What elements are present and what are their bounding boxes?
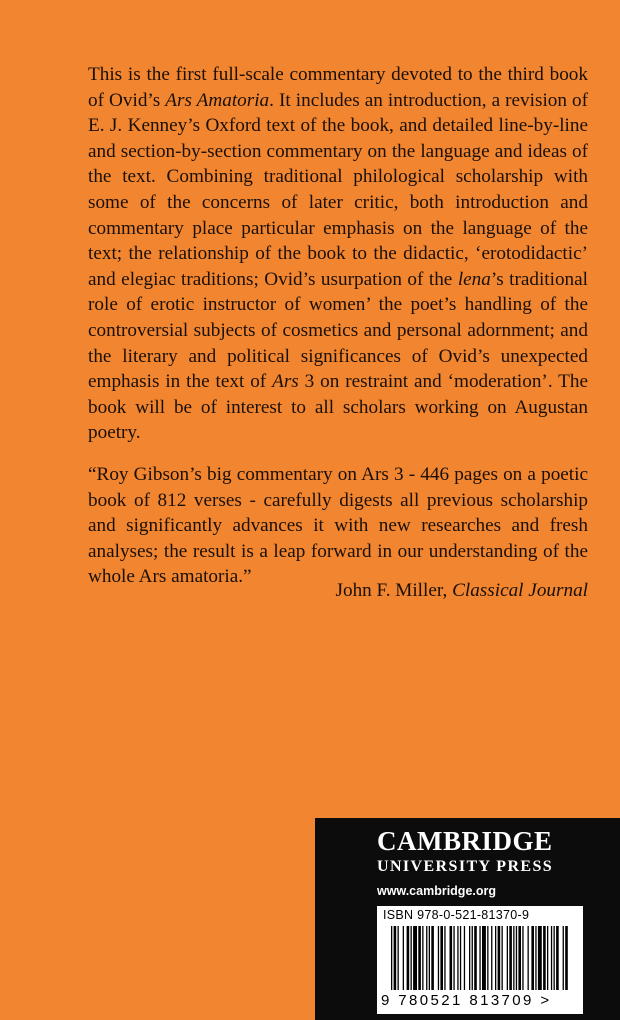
- barcode-bar: [464, 926, 465, 990]
- barcode-bar: [403, 926, 404, 990]
- barcode-bar: [469, 926, 470, 990]
- barcode-bar: [438, 926, 439, 990]
- barcode-bar: [565, 926, 568, 990]
- barcode-bar: [474, 926, 477, 990]
- barcode-bar: [482, 926, 486, 990]
- barcode-bar: [535, 926, 536, 990]
- barcode-bar: [516, 926, 517, 990]
- isbn-label: ISBN 978-0-521-81370-9: [383, 908, 530, 922]
- barcode-bar: [522, 926, 523, 990]
- barcode-bar: [431, 926, 434, 990]
- book-title: Ars Amatoria: [165, 89, 270, 111]
- barcode-bar: [429, 926, 430, 990]
- review-quote: “Roy Gibson’s big commentary on Ars 3 - 446 pages on a poetic book of 812 verses - carefully digests all previous scholarship and significantly advances it with new researches and fresh analyses; the result is a leap forward in our understanding of the whole Ars amatoria.”: [88, 464, 588, 588]
- barcode-bar: [518, 926, 521, 990]
- barcode-bar: [509, 926, 512, 990]
- publisher-subtitle: UNIVERSITY PRESS: [377, 858, 554, 875]
- barcode-bar: [457, 926, 458, 990]
- ars-term: Ars: [272, 371, 299, 393]
- barcode-bar: [513, 926, 514, 990]
- blurb-text-4: 3 on restraint and ‘moderation’. The book will be of interest to all scholars working on Augustan poetry.: [88, 371, 589, 444]
- publisher-block: [315, 818, 620, 1020]
- barcode-bar: [507, 926, 508, 990]
- barcode-bar: [450, 926, 453, 990]
- lena-term: lena: [457, 268, 491, 290]
- barcode-bar: [563, 926, 564, 990]
- barcode-bar: [543, 926, 546, 990]
- barcode-bar: [426, 926, 427, 990]
- barcode-bar: [554, 926, 555, 990]
- blurb-paragraph: [88, 62, 588, 446]
- barcode-bar: [498, 926, 501, 990]
- barcode-bar: [556, 926, 559, 990]
- blurb-text-3: ’s traditional role of erotic instructor of women’ the poet’s handling of the controversial subjects of cosmetics and personal adornment; and the literary and political significances of Ovid’s unexpected emphasis in the text of: [88, 268, 588, 393]
- barcode-bar: [391, 926, 392, 990]
- barcode-bar: [407, 926, 410, 990]
- barcode-bar: [411, 926, 412, 990]
- review-attribution: [336, 578, 588, 604]
- barcode-bar: [394, 926, 397, 990]
- barcode-bar: [547, 926, 548, 990]
- barcode-bar: [440, 926, 443, 990]
- barcode-bar: [398, 926, 399, 990]
- barcode-bar: [422, 926, 423, 990]
- blurb-text-1: This is the first full-scale commentary devoted to the third book of Ovid’s: [88, 64, 588, 111]
- barcode-bar: [460, 926, 461, 990]
- barcode-bar: [418, 926, 421, 990]
- barcode-bar: [551, 926, 552, 990]
- blurb-text-2: . It includes an introduction, a revision of E. J. Kenney’s Oxford text of the book, and detailed line-by-line and section-by-section commentary on the language and ideas of the text. Combining traditional philological scholarship with some of the concerns of later critic, both introduction and commentary place particular emphasis on the language of the text; the relationship of the book to the didactic, ‘erotodidactic’ and elegiac traditions; Ovid’s usurpation of the: [88, 89, 589, 290]
- review-source: Classical Journal: [452, 580, 588, 601]
- barcode-bar: [495, 926, 496, 990]
- reviewer-name: John F. Miller,: [335, 580, 453, 601]
- publisher-logo: CAMBRIDGE: [377, 826, 553, 856]
- barcode-bar: [444, 926, 445, 990]
- barcode-bar: [487, 926, 488, 990]
- barcode-bar: [491, 926, 492, 990]
- barcode-bar: [538, 926, 542, 990]
- barcode-bar: [413, 926, 417, 990]
- barcode-bar: [528, 926, 529, 990]
- barcode-bar: [502, 926, 503, 990]
- publisher-website: www.cambridge.org: [377, 884, 497, 898]
- barcode-bar: [472, 926, 473, 990]
- barcode-bar: [453, 926, 454, 990]
- barcode-bar: [531, 926, 534, 990]
- barcode-digits: 9 780521 813709 >: [381, 992, 552, 1009]
- barcode: [377, 906, 583, 1014]
- barcode-bar: [479, 926, 480, 990]
